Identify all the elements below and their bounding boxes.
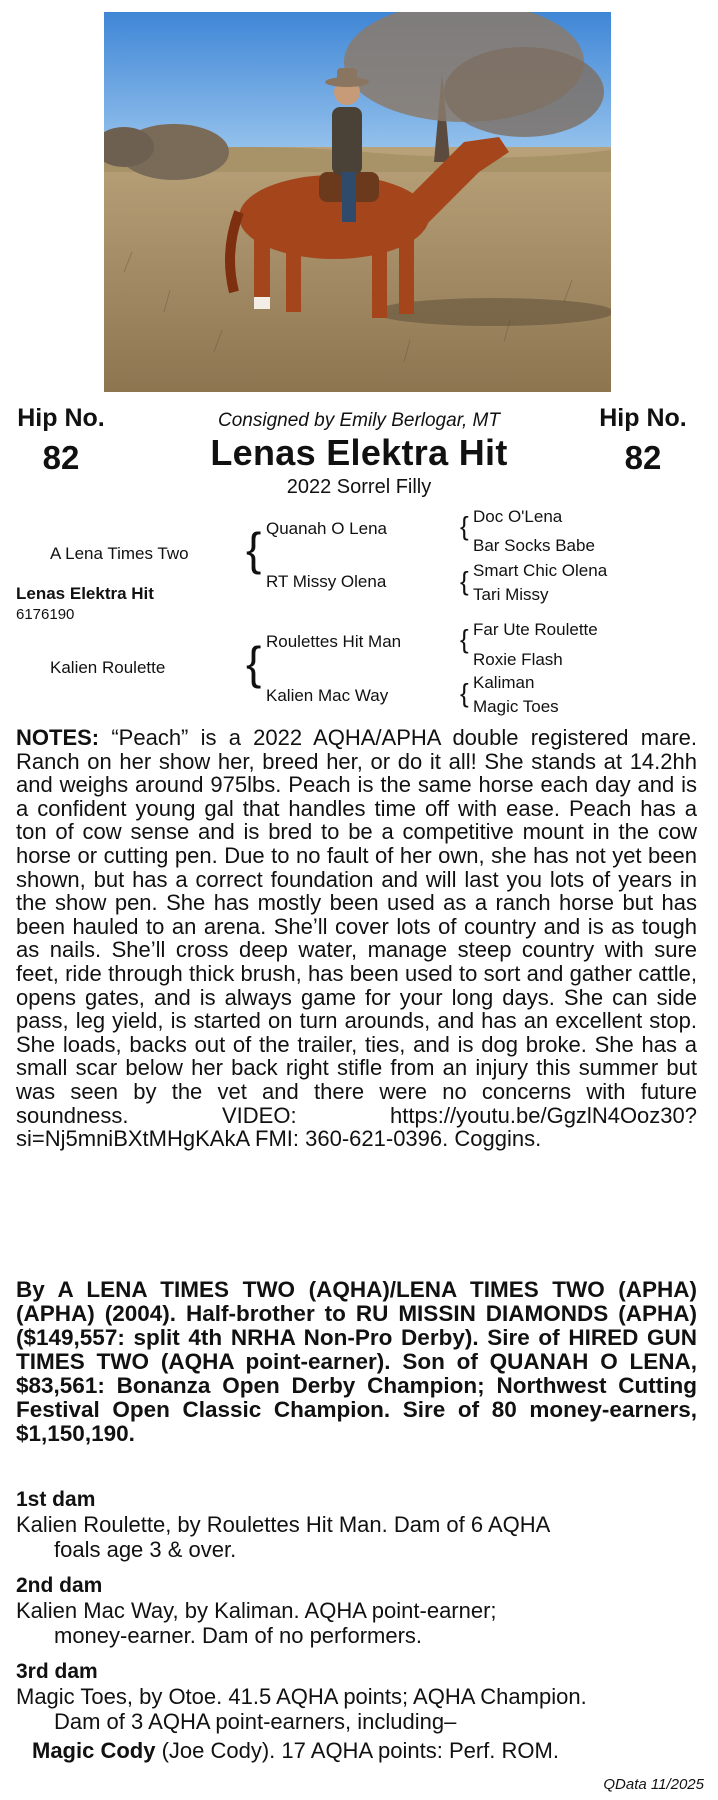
pedigree-sd-sire: Smart Chic Olena	[473, 561, 608, 580]
brace-icon: {	[460, 678, 469, 708]
hip-number: 82	[42, 439, 80, 476]
pedigree-sire-dam: RT Missy Olena	[266, 572, 387, 591]
produce-detail: (Joe Cody). 17 AQHA points: Perf. ROM.	[155, 1738, 559, 1763]
dam-heading: 2nd dam	[16, 1574, 103, 1597]
brace-icon: {	[246, 637, 262, 689]
produce-entry	[32, 1738, 559, 1764]
hip-label: Hip No.	[599, 404, 687, 432]
horse-name: Lenas Elektra Hit	[210, 432, 508, 473]
dam-line: foals age 3 & over.	[54, 1537, 237, 1562]
brace-icon: {	[460, 624, 469, 654]
dam-body	[16, 1512, 697, 1562]
dam-line: money-earner. Dam of no performers.	[54, 1623, 423, 1648]
hip-number-right	[588, 404, 698, 477]
dam-body	[16, 1598, 697, 1648]
brace-icon: {	[460, 511, 469, 541]
hip-number-left	[6, 404, 116, 477]
notes-label: NOTES:	[16, 725, 100, 750]
dam-heading: 1st dam	[16, 1488, 96, 1511]
pedigree-registration: 6176190	[16, 606, 75, 623]
horse-description: 2022 Sorrel Filly	[286, 476, 432, 498]
dam-line: Kalien Mac Way, by Kaliman. AQHA point-earner;	[16, 1598, 497, 1623]
dam-line: Kalien Roulette, by Roulettes Hit Man. Dam of 6 AQHA	[16, 1512, 551, 1537]
pedigree-dd-sire: Kaliman	[473, 673, 535, 692]
pedigree-sire: A Lena Times Two	[50, 544, 189, 563]
produce-name: Magic Cody	[32, 1738, 156, 1763]
pedigree-ds-sire: Far Ute Roulette	[473, 620, 598, 639]
sire-paragraph: By A LENA TIMES TWO (AQHA)/LENA TIMES TWO (APHA) (APHA) (2004). Half-brother to RU MISSIN DIAMONDS (APHA) ($149,557: split 4th NRHA Non-Pro Derby). Sire of HIRED GUN TIMES TWO (AQHA point-earner). Son of QUANAH O LENA, $83,561: Bonanza Open Derby Champion; Northwest Cutting Festival Open Classic Champion. Sire of 80 money-earners, $1,150,190.	[16, 1277, 697, 1446]
pedigree-ds-dam: Roxie Flash	[473, 650, 563, 669]
notes-text: “Peach” is a 2022 AQHA/APHA double registered mare. Ranch on her show her, breed her, or do it all! She stands at 14.2hh and weighs around 975lbs. Peach is the same horse each day and is a confident young gal that handles time off with ease. Peach has a ton of cow sense and is bred to be a competitive mount in the cow horse or cutting pen. Due to no fault of her own, she has not yet been shown, but has a correct foundation and will last you lots of years in the show pen. She has mostly been used as a ranch horse but has been hauled to an arena. She’ll cover lots of country and is as tough as nails. She’ll cross deep water, manage steep country with sure feet, ride through thick brush, has been used to sort and gather cattle, opens gates, and is always game for your long days. She can side pass, leg yield, is started on turn arounds, and has an excellent stop. She loads, backs out of the trailer, ties, and is dog broke. She has a small scar below her back right stifle from an injury this summer but was seen by the vet and there were no concerns with future soundness. VIDEO: https://youtu.be/GgzlN4Ooz30?si=Nj5mniBXtMHgKAkA FMI: 360-621-0396. Coggins.	[16, 725, 697, 1152]
pedigree-ss-dam: Bar Socks Babe	[473, 536, 595, 555]
pedigree-dam: Kalien Roulette	[50, 658, 166, 677]
pedigree-sire-sire: Quanah O Lena	[266, 519, 387, 538]
horse-photo-illustration	[104, 12, 611, 392]
brace-icon: {	[460, 566, 469, 596]
pedigree-dd-dam: Magic Toes	[473, 697, 559, 716]
notes-section	[16, 726, 697, 1151]
pedigree-sd-dam: Tari Missy	[473, 585, 549, 604]
dam-body	[16, 1684, 697, 1734]
pedigree-dam-dam: Kalien Mac Way	[266, 686, 389, 705]
brace-icon: {	[246, 523, 262, 575]
dam-heading: 3rd dam	[16, 1660, 98, 1683]
pedigree-subject: Lenas Elektra Hit	[16, 584, 154, 603]
horse-photo	[104, 12, 611, 392]
hip-number: 82	[624, 439, 662, 476]
dam-line: Magic Toes, by Otoe. 41.5 AQHA points; AQHA Champion.	[16, 1684, 587, 1709]
footer-source: QData 11/2025	[603, 1776, 704, 1793]
dam-line: Dam of 3 AQHA point-earners, including–	[54, 1709, 457, 1734]
hip-label: Hip No.	[17, 404, 105, 432]
consignor: Consigned by Emily Berlogar, MT	[218, 410, 500, 431]
pedigree-dam-sire: Roulettes Hit Man	[266, 632, 402, 651]
pedigree-ss-sire: Doc O'Lena	[473, 507, 563, 526]
